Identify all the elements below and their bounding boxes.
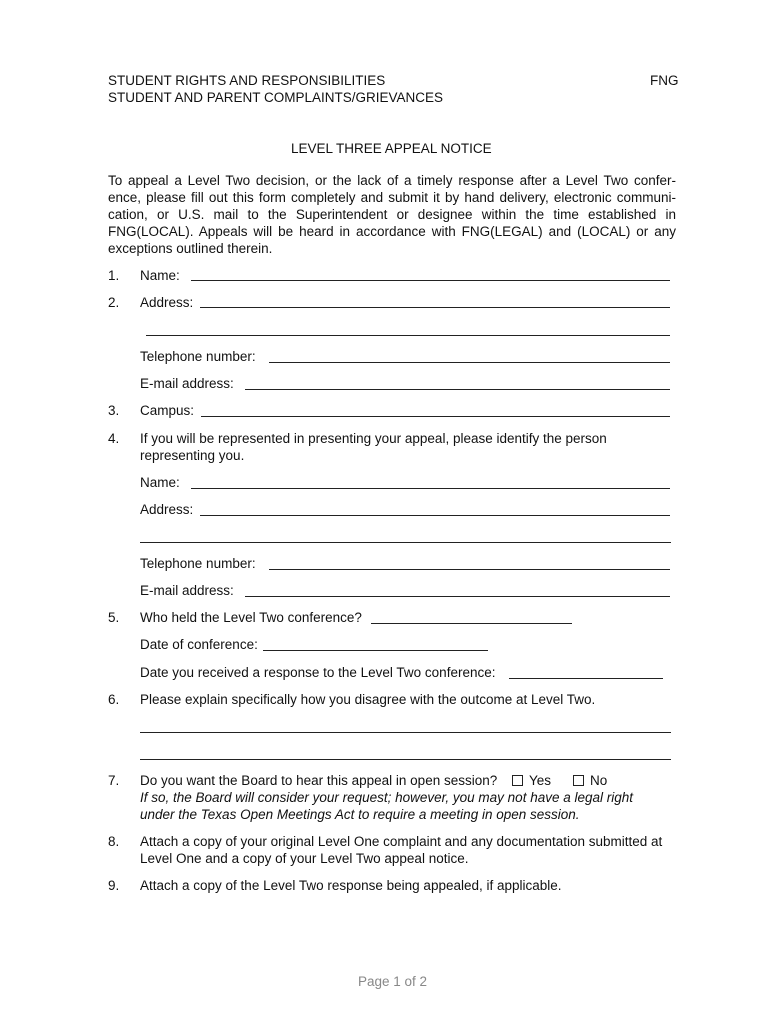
open-session-note-cont: under the Texas Open Meetings Act to require a meeting in open session.	[140, 807, 580, 822]
date-conference-field[interactable]	[263, 650, 488, 651]
header-section-title: STUDENT RIGHTS AND RESPONSIBILITIES	[108, 73, 386, 88]
policy-code: FNG	[650, 73, 679, 88]
name-field[interactable]	[191, 280, 670, 281]
intro-line: exceptions outlined therein.	[108, 241, 273, 256]
rep-telephone-field[interactable]	[269, 569, 670, 570]
yes-label: Yes	[529, 773, 552, 788]
representative-question-cont: representing you.	[140, 448, 245, 463]
rep-email-field[interactable]	[245, 596, 670, 597]
intro-line: ence, please fill out this form completely and submit it by hand delivery, electronic communi-	[108, 190, 676, 205]
form-title: LEVEL THREE APPEAL NOTICE	[291, 141, 492, 156]
address-label: Address:	[140, 295, 194, 310]
email-field[interactable]	[245, 389, 670, 390]
header-subsection-title: STUDENT AND PARENT COMPLAINTS/GRIEVANCES	[108, 90, 444, 105]
no-option[interactable]	[573, 772, 607, 789]
intro-line: FNG(LOCAL). Appeals will be heard in accordance with FNG(LEGAL) and (LOCAL) or any	[108, 224, 676, 239]
no-checkbox[interactable]	[573, 775, 584, 786]
item-number: 2.	[108, 295, 120, 310]
explain-field-line1[interactable]	[140, 732, 671, 733]
rep-address-field-line2[interactable]	[140, 542, 671, 543]
open-session-note: If so, the Board will consider your request; however, you may not have a legal right	[140, 790, 634, 805]
no-label: No	[590, 773, 608, 788]
explain-label: Please explain specifically how you disagree with the outcome at Level Two.	[140, 692, 596, 707]
address-field[interactable]	[200, 307, 670, 308]
explain-field-line2[interactable]	[140, 759, 671, 760]
rep-address-field[interactable]	[200, 515, 670, 516]
item-number: 3.	[108, 403, 120, 418]
item-number: 5.	[108, 610, 120, 625]
name-label: Name:	[140, 268, 180, 283]
item-number: 8.	[108, 834, 120, 849]
page-number: Page 1 of 2	[358, 974, 428, 989]
rep-telephone-label: Telephone number:	[140, 556, 256, 571]
attach-level-one-instruction-cont: Level One and a copy of your Level Two appeal notice.	[140, 851, 469, 866]
intro-line: To appeal a Level Two decision, or the lack of a timely response after a Level Two confer-	[108, 173, 676, 188]
yes-option[interactable]	[512, 772, 551, 789]
rep-email-label: E-mail address:	[140, 583, 234, 598]
attach-level-two-instruction: Attach a copy of the Level Two response being appealed, if applicable.	[140, 878, 562, 893]
item-number: 7.	[108, 773, 120, 788]
who-held-field[interactable]	[371, 623, 572, 624]
item-number: 4.	[108, 431, 120, 446]
item-number: 1.	[108, 268, 120, 283]
item-number: 6.	[108, 692, 120, 707]
attach-level-one-instruction: Attach a copy of your original Level One complaint and any documentation submitted at	[140, 834, 663, 849]
telephone-label: Telephone number:	[140, 349, 256, 364]
rep-name-field[interactable]	[191, 488, 670, 489]
item-number: 9.	[108, 878, 120, 893]
yes-checkbox[interactable]	[512, 775, 523, 786]
rep-address-label: Address:	[140, 502, 194, 517]
email-label: E-mail address:	[140, 376, 234, 391]
date-received-label: Date you received a response to the Level Two conference:	[140, 665, 496, 680]
date-conference-label: Date of conference:	[140, 637, 258, 652]
intro-paragraph	[108, 172, 676, 257]
representative-question: If you will be represented in presenting your appeal, please identify the person	[140, 431, 607, 446]
rep-name-label: Name:	[140, 475, 180, 490]
address-field-line2[interactable]	[146, 335, 670, 336]
open-session-question: Do you want the Board to hear this appeal in open session?	[140, 773, 498, 788]
intro-line: cation, or U.S. mail to the Superintendent or designee within the time established in	[108, 207, 676, 222]
campus-label: Campus:	[140, 403, 195, 418]
campus-field[interactable]	[201, 416, 670, 417]
who-held-label: Who held the Level Two conference?	[140, 610, 362, 625]
telephone-field[interactable]	[269, 362, 670, 363]
date-received-field[interactable]	[509, 678, 663, 679]
